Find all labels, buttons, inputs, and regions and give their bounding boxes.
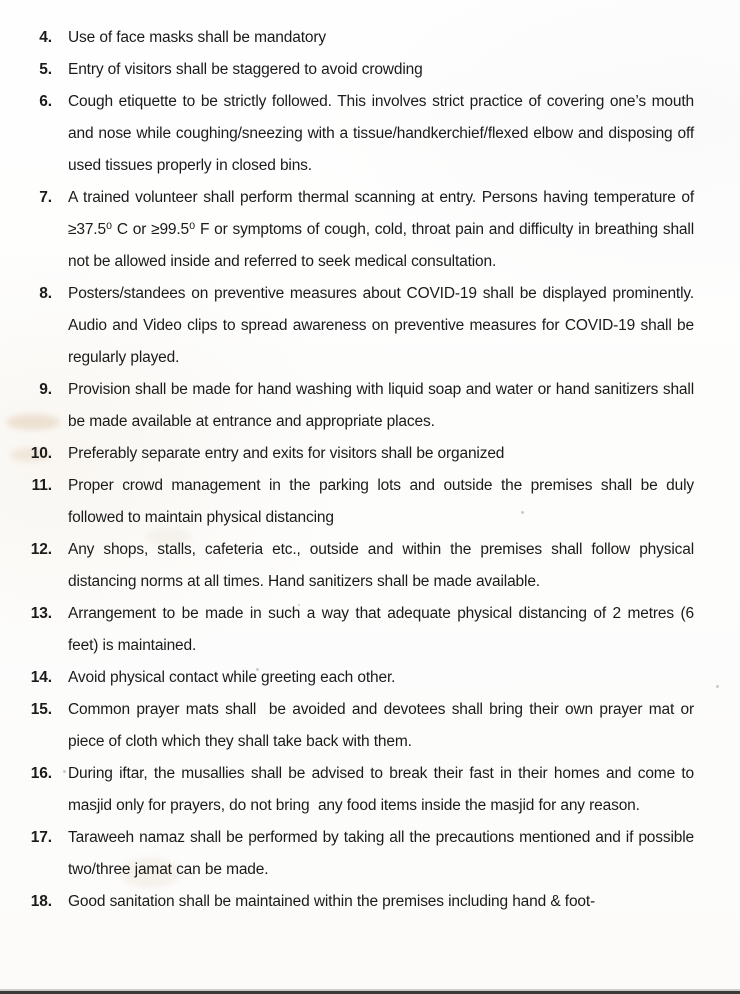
list-item	[26, 886, 694, 918]
clause-number: 8.	[39, 285, 52, 302]
clause-number: 7.	[39, 189, 52, 206]
clause-number: 15.	[30, 701, 52, 718]
list-item	[26, 598, 699, 662]
list-item	[26, 694, 699, 758]
list-item	[26, 374, 699, 438]
clause-number: 11.	[31, 477, 52, 494]
clause-text: Avoid physical contact while greeting each other.	[68, 669, 396, 686]
clause-text: Taraweeh namaz shall be performed by taking all the precautions mentioned and if possible two/three jamat can be made.	[68, 829, 699, 878]
clause-number: 13.	[30, 605, 52, 622]
clause-text: Posters/standees on preventive measures about COVID-19 shall be displayed prominently. Audio and Video clips to spread awareness on preventive measures for COVID-19 shall be regularly played.	[68, 285, 699, 366]
clause-text: Good sanitation shall be maintained within the premises including hand & foot-	[68, 893, 596, 910]
clause-text: Entry of visitors shall be staggered to avoid crowding	[68, 61, 423, 78]
list-item	[26, 438, 694, 470]
clause-text: Provision shall be made for hand washing with liquid soap and water or hand sanitizers shall be made available at entrance and appropriate places.	[68, 381, 699, 430]
clause-number: 17.	[30, 829, 52, 846]
clause-text: During iftar, the musallies shall be advised to break their fast in their homes and come to masjid only for prayers, do not bring any food items inside the masjid for any reason.	[68, 765, 699, 814]
list-item	[26, 278, 699, 374]
clause-number: 12.	[30, 541, 52, 558]
clause-number: 16.	[30, 765, 52, 782]
clause-text: Use of face masks shall be mandatory	[68, 29, 326, 46]
clause-list	[0, 22, 740, 918]
clause-text: Arrangement to be made in such a way that adequate physical distancing of 2 metres (6 feet) is maintained.	[68, 605, 699, 654]
clause-number: 14.	[30, 669, 52, 686]
clause-number: 4.	[39, 29, 52, 46]
list-item	[26, 758, 699, 822]
clause-text: Preferably separate entry and exits for visitors shall be organized	[68, 445, 505, 462]
list-item	[26, 534, 699, 598]
list-item	[26, 662, 694, 694]
clause-number: 9.	[39, 381, 52, 398]
list-item	[26, 182, 699, 278]
list-item	[26, 470, 699, 534]
list-item	[26, 86, 699, 182]
clause-number: 5.	[39, 61, 52, 78]
list-item	[26, 22, 694, 54]
clause-number: 18.	[30, 893, 52, 910]
clause-number: 10.	[30, 445, 52, 462]
clause-text: Cough etiquette to be strictly followed. This involves strict practice of covering one’s mouth and nose while coughing/sneezing with a tissue/handkerchief/flexed elbow and disposing off used tissues properly in closed bins.	[68, 93, 699, 174]
clause-text: Proper crowd management in the parking lots and outside the premises shall be duly followed to maintain physical distancing	[68, 477, 699, 526]
clause-text: Common prayer mats shall be avoided and devotees shall bring their own prayer mat or piece of cloth which they shall take back with them.	[68, 701, 699, 750]
clause-text: Any shops, stalls, cafeteria etc., outside and within the premises shall follow physical distancing norms at all times. Hand sanitizers shall be made available.	[68, 541, 699, 590]
list-item	[26, 822, 699, 886]
clause-number: 6.	[39, 93, 52, 110]
clause-text: A trained volunteer shall perform thermal scanning at entry. Persons having temperature of ≥37.5⁰ C or ≥99.5⁰ F or symptoms of cough, cold, throat pain and difficulty in breathing shall not be allowed inside and referred to seek medical consultation.	[68, 189, 699, 270]
list-item	[26, 54, 694, 86]
